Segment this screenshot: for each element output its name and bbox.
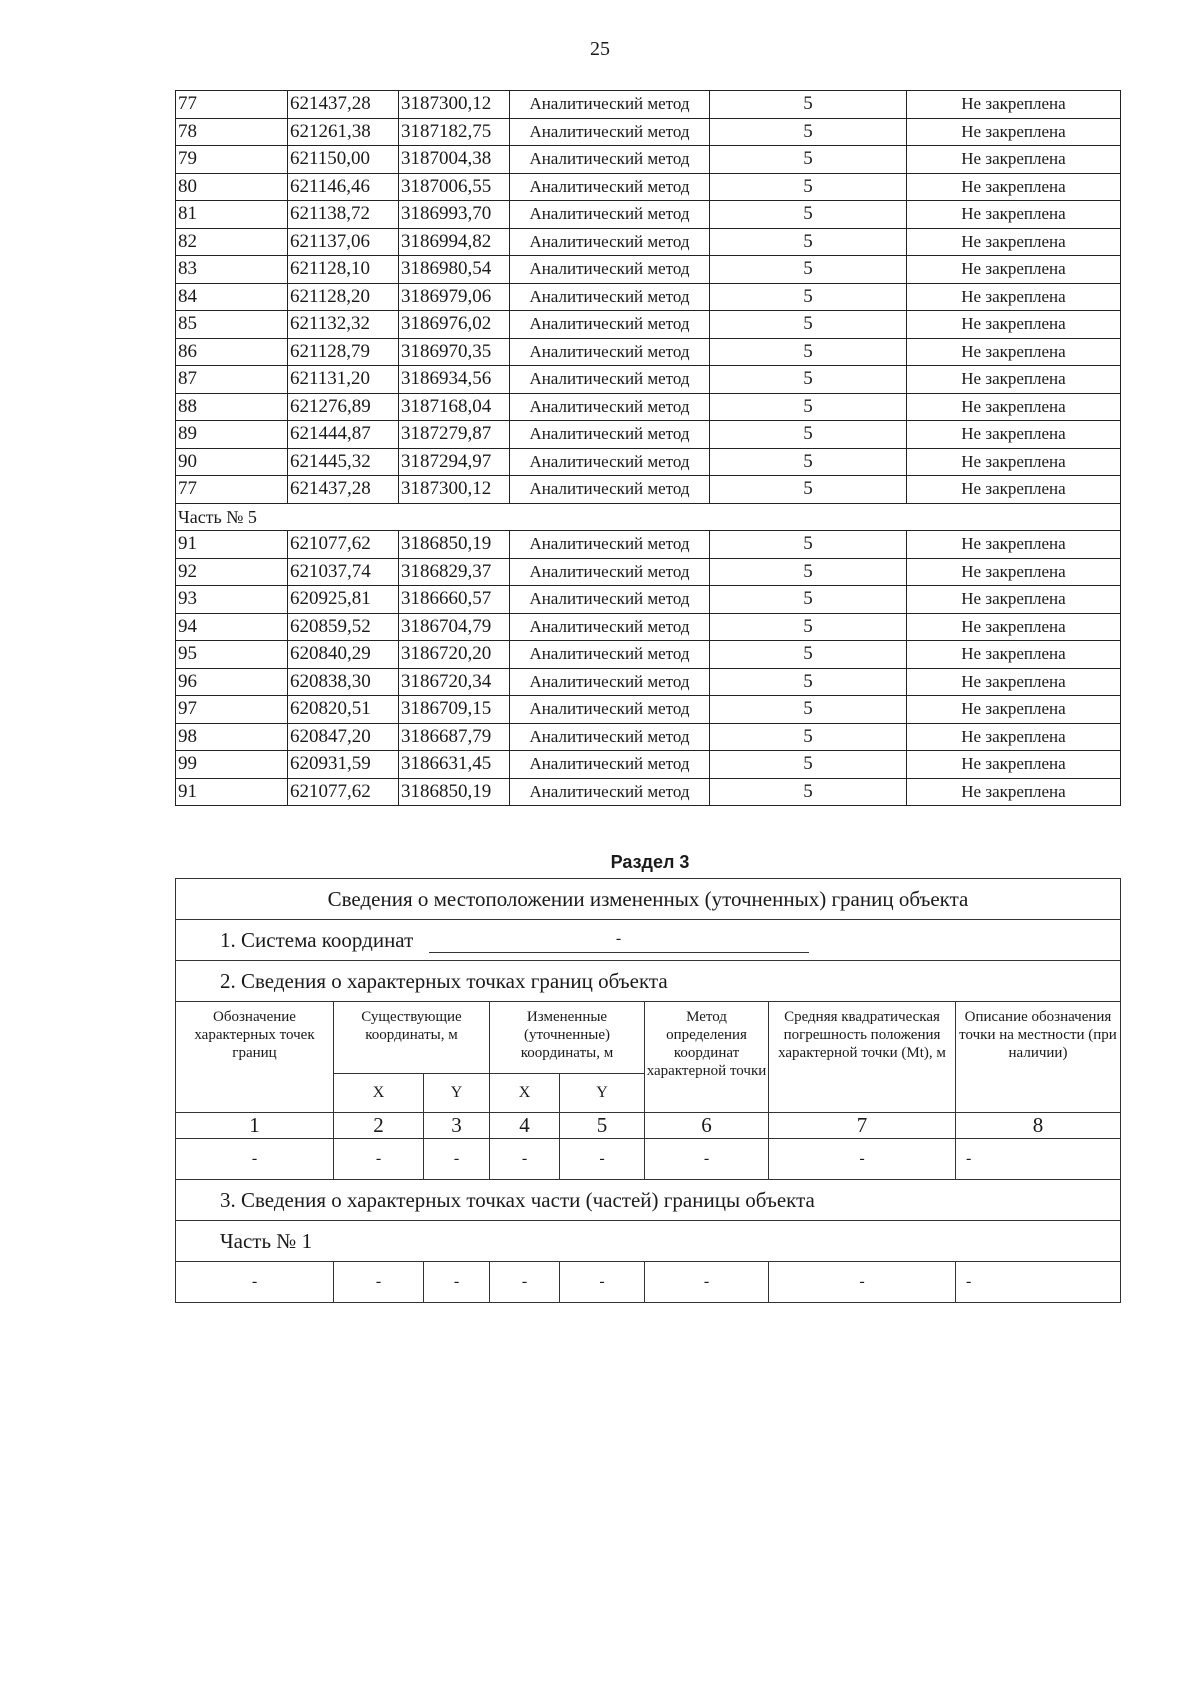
x-coordinate-cell: 620859,52 <box>288 613 399 641</box>
table-row <box>176 311 1121 339</box>
table-row <box>176 558 1121 586</box>
point-number-cell: 98 <box>176 723 288 751</box>
header-existing-x: X <box>334 1074 424 1113</box>
parts-cell: - <box>176 1262 334 1303</box>
points-cell: - <box>424 1139 490 1180</box>
table-row <box>176 256 1121 284</box>
description-cell: Не закреплена <box>907 311 1121 339</box>
points-heading: 2. Сведения о характерных точках границ объекта <box>176 961 1121 1002</box>
x-coordinate-cell: 620840,29 <box>288 641 399 669</box>
y-coordinate-cell: 3186850,19 <box>399 778 510 806</box>
method-cell: Аналитический метод <box>510 586 710 614</box>
x-coordinate-cell: 621445,32 <box>288 448 399 476</box>
description-cell: Не закреплена <box>907 696 1121 724</box>
x-coordinate-cell: 621128,79 <box>288 338 399 366</box>
column-number: 2 <box>334 1113 424 1139</box>
x-coordinate-cell: 621132,32 <box>288 311 399 339</box>
coordinates-table <box>175 90 1121 806</box>
y-coordinate-cell: 3186993,70 <box>399 201 510 229</box>
method-cell: Аналитический метод <box>510 146 710 174</box>
accuracy-cell: 5 <box>710 256 907 284</box>
x-coordinate-cell: 621037,74 <box>288 558 399 586</box>
x-coordinate-cell: 621261,38 <box>288 118 399 146</box>
table-row <box>176 531 1121 559</box>
table-row <box>176 201 1121 229</box>
x-coordinate-cell: 620820,51 <box>288 696 399 724</box>
method-cell: Аналитический метод <box>510 173 710 201</box>
accuracy-cell: 5 <box>710 751 907 779</box>
header-accuracy: Средняя квадратическая погрешность положения характерной точки (Mt), м <box>769 1002 956 1113</box>
x-coordinate-cell: 620847,20 <box>288 723 399 751</box>
accuracy-cell: 5 <box>710 613 907 641</box>
point-number-cell: 91 <box>176 778 288 806</box>
point-number-cell: 89 <box>176 421 288 449</box>
header-changed-x: X <box>490 1074 560 1113</box>
page-number: 25 <box>590 38 610 60</box>
accuracy-cell: 5 <box>710 723 907 751</box>
y-coordinate-cell: 3187168,04 <box>399 393 510 421</box>
table-row <box>176 146 1121 174</box>
y-coordinate-cell: 3187006,55 <box>399 173 510 201</box>
point-number-cell: 81 <box>176 201 288 229</box>
parts-cell: - <box>769 1262 956 1303</box>
y-coordinate-cell: 3186720,20 <box>399 641 510 669</box>
description-cell: Не закреплена <box>907 228 1121 256</box>
description-cell: Не закреплена <box>907 668 1121 696</box>
point-number-cell: 95 <box>176 641 288 669</box>
accuracy-cell: 5 <box>710 641 907 669</box>
accuracy-cell: 5 <box>710 283 907 311</box>
description-cell: Не закреплена <box>907 558 1121 586</box>
method-cell: Аналитический метод <box>510 91 710 119</box>
method-cell: Аналитический метод <box>510 668 710 696</box>
method-cell: Аналитический метод <box>510 283 710 311</box>
accuracy-cell: 5 <box>710 476 907 504</box>
description-cell: Не закреплена <box>907 91 1121 119</box>
description-cell: Не закреплена <box>907 641 1121 669</box>
table-row <box>176 476 1121 504</box>
table-row <box>176 338 1121 366</box>
point-number-cell: 90 <box>176 448 288 476</box>
y-coordinate-cell: 3186980,54 <box>399 256 510 284</box>
y-coordinate-cell: 3186934,56 <box>399 366 510 394</box>
y-coordinate-cell: 3186660,57 <box>399 586 510 614</box>
description-cell: Не закреплена <box>907 613 1121 641</box>
accuracy-cell: 5 <box>710 311 907 339</box>
x-coordinate-cell: 621444,87 <box>288 421 399 449</box>
point-number-cell: 97 <box>176 696 288 724</box>
accuracy-cell: 5 <box>710 558 907 586</box>
table-row <box>176 393 1121 421</box>
method-cell: Аналитический метод <box>510 311 710 339</box>
point-number-cell: 85 <box>176 311 288 339</box>
x-coordinate-cell: 620838,30 <box>288 668 399 696</box>
y-coordinate-cell: 3186709,15 <box>399 696 510 724</box>
header-description: Описание обозначения точки на местности (при наличии) <box>956 1002 1121 1113</box>
description-cell: Не закреплена <box>907 448 1121 476</box>
x-coordinate-cell: 621276,89 <box>288 393 399 421</box>
points-cell: - <box>334 1139 424 1180</box>
y-coordinate-cell: 3186976,02 <box>399 311 510 339</box>
y-coordinate-cell: 3187004,38 <box>399 146 510 174</box>
method-cell: Аналитический метод <box>510 118 710 146</box>
x-coordinate-cell: 621131,20 <box>288 366 399 394</box>
accuracy-cell: 5 <box>710 531 907 559</box>
x-coordinate-cell: 621128,10 <box>288 256 399 284</box>
coordinate-system-row <box>176 920 1121 961</box>
description-cell: Не закреплена <box>907 586 1121 614</box>
description-cell: Не закреплена <box>907 201 1121 229</box>
accuracy-cell: 5 <box>710 448 907 476</box>
description-cell: Не закреплена <box>907 476 1121 504</box>
accuracy-cell: 5 <box>710 668 907 696</box>
x-coordinate-cell: 620931,59 <box>288 751 399 779</box>
description-cell: Не закреплена <box>907 283 1121 311</box>
x-coordinate-cell: 621146,46 <box>288 173 399 201</box>
points-cell: - <box>956 1139 1121 1180</box>
description-cell: Не закреплена <box>907 146 1121 174</box>
point-number-cell: 84 <box>176 283 288 311</box>
point-number-cell: 79 <box>176 146 288 174</box>
point-number-cell: 96 <box>176 668 288 696</box>
description-cell: Не закреплена <box>907 723 1121 751</box>
description-cell: Не закреплена <box>907 256 1121 284</box>
accuracy-cell: 5 <box>710 586 907 614</box>
description-cell: Не закреплена <box>907 421 1121 449</box>
y-coordinate-cell: 3187300,12 <box>399 476 510 504</box>
accuracy-cell: 5 <box>710 778 907 806</box>
part-label: Часть № 5 <box>176 503 1121 531</box>
x-coordinate-cell: 621138,72 <box>288 201 399 229</box>
method-cell: Аналитический метод <box>510 393 710 421</box>
column-number: 6 <box>645 1113 769 1139</box>
accuracy-cell: 5 <box>710 228 907 256</box>
parts-heading: 3. Сведения о характерных точках части (частей) границы объекта <box>176 1180 1121 1221</box>
point-number-cell: 77 <box>176 476 288 504</box>
accuracy-cell: 5 <box>710 173 907 201</box>
section-heading: Сведения о местоположении измененных (уточненных) границ объекта <box>176 879 1121 920</box>
method-cell: Аналитический метод <box>510 558 710 586</box>
point-number-cell: 80 <box>176 173 288 201</box>
point-number-cell: 82 <box>176 228 288 256</box>
y-coordinate-cell: 3186704,79 <box>399 613 510 641</box>
column-number: 5 <box>560 1113 645 1139</box>
part-row <box>176 503 1121 531</box>
method-cell: Аналитический метод <box>510 723 710 751</box>
coordinate-system-value: - <box>429 930 809 953</box>
method-cell: Аналитический метод <box>510 778 710 806</box>
table-row <box>176 696 1121 724</box>
y-coordinate-cell: 3187300,12 <box>399 91 510 119</box>
description-cell: Не закреплена <box>907 751 1121 779</box>
point-number-cell: 94 <box>176 613 288 641</box>
point-number-cell: 93 <box>176 586 288 614</box>
table-row <box>176 91 1121 119</box>
y-coordinate-cell: 3186970,35 <box>399 338 510 366</box>
table-row <box>176 118 1121 146</box>
column-number: 8 <box>956 1113 1121 1139</box>
section-title: Раздел 3 <box>610 852 690 872</box>
point-number-cell: 92 <box>176 558 288 586</box>
description-cell: Не закреплена <box>907 173 1121 201</box>
points-cell: - <box>645 1139 769 1180</box>
method-cell: Аналитический метод <box>510 448 710 476</box>
method-cell: Аналитический метод <box>510 338 710 366</box>
table-row <box>176 668 1121 696</box>
header-existing-y: Y <box>424 1074 490 1113</box>
method-cell: Аналитический метод <box>510 228 710 256</box>
points-cell: - <box>490 1139 560 1180</box>
point-number-cell: 91 <box>176 531 288 559</box>
method-cell: Аналитический метод <box>510 476 710 504</box>
part-label: Часть № 1 <box>176 1221 1121 1262</box>
table-row <box>176 751 1121 779</box>
x-coordinate-cell: 621077,62 <box>288 778 399 806</box>
table-row <box>176 613 1121 641</box>
point-number-cell: 78 <box>176 118 288 146</box>
table-row <box>176 641 1121 669</box>
x-coordinate-cell: 621437,28 <box>288 91 399 119</box>
table-row <box>176 283 1121 311</box>
header-designation: Обозначение характерных точек границ <box>176 1002 334 1113</box>
description-cell: Не закреплена <box>907 118 1121 146</box>
point-number-cell: 88 <box>176 393 288 421</box>
column-number: 3 <box>424 1113 490 1139</box>
parts-cell: - <box>424 1262 490 1303</box>
header-method: Метод определения координат характерной точки <box>645 1002 769 1113</box>
header-changed-y: Y <box>560 1074 645 1113</box>
accuracy-cell: 5 <box>710 338 907 366</box>
table-row <box>176 723 1121 751</box>
y-coordinate-cell: 3187279,87 <box>399 421 510 449</box>
accuracy-cell: 5 <box>710 393 907 421</box>
method-cell: Аналитический метод <box>510 256 710 284</box>
parts-cell: - <box>334 1262 424 1303</box>
x-coordinate-cell: 621128,20 <box>288 283 399 311</box>
description-cell: Не закреплена <box>907 531 1121 559</box>
method-cell: Аналитический метод <box>510 421 710 449</box>
parts-cell: - <box>645 1262 769 1303</box>
method-cell: Аналитический метод <box>510 531 710 559</box>
description-cell: Не закреплена <box>907 778 1121 806</box>
point-number-cell: 77 <box>176 91 288 119</box>
accuracy-cell: 5 <box>710 118 907 146</box>
column-number: 7 <box>769 1113 956 1139</box>
section-3-table <box>175 878 1121 1303</box>
y-coordinate-cell: 3186979,06 <box>399 283 510 311</box>
x-coordinate-cell: 621150,00 <box>288 146 399 174</box>
points-cell: - <box>560 1139 645 1180</box>
table-row <box>176 448 1121 476</box>
description-cell: Не закреплена <box>907 366 1121 394</box>
y-coordinate-cell: 3186994,82 <box>399 228 510 256</box>
table-row <box>176 173 1121 201</box>
y-coordinate-cell: 3187294,97 <box>399 448 510 476</box>
points-cell: - <box>769 1139 956 1180</box>
accuracy-cell: 5 <box>710 366 907 394</box>
accuracy-cell: 5 <box>710 201 907 229</box>
description-cell: Не закреплена <box>907 393 1121 421</box>
table-row <box>176 421 1121 449</box>
method-cell: Аналитический метод <box>510 613 710 641</box>
coordinate-system-label: 1. Система координат <box>220 927 414 952</box>
x-coordinate-cell: 621137,06 <box>288 228 399 256</box>
parts-cell: - <box>956 1262 1121 1303</box>
point-number-cell: 86 <box>176 338 288 366</box>
header-changed-coords: Измененные (уточненные) координаты, м <box>490 1002 645 1074</box>
description-cell: Не закреплена <box>907 338 1121 366</box>
point-number-cell: 99 <box>176 751 288 779</box>
table-row <box>176 228 1121 256</box>
x-coordinate-cell: 620925,81 <box>288 586 399 614</box>
parts-cell: - <box>490 1262 560 1303</box>
points-cell: - <box>176 1139 334 1180</box>
accuracy-cell: 5 <box>710 421 907 449</box>
y-coordinate-cell: 3187182,75 <box>399 118 510 146</box>
method-cell: Аналитический метод <box>510 366 710 394</box>
method-cell: Аналитический метод <box>510 641 710 669</box>
y-coordinate-cell: 3186829,37 <box>399 558 510 586</box>
point-number-cell: 83 <box>176 256 288 284</box>
y-coordinate-cell: 3186687,79 <box>399 723 510 751</box>
method-cell: Аналитический метод <box>510 201 710 229</box>
method-cell: Аналитический метод <box>510 696 710 724</box>
y-coordinate-cell: 3186850,19 <box>399 531 510 559</box>
accuracy-cell: 5 <box>710 696 907 724</box>
column-number: 1 <box>176 1113 334 1139</box>
method-cell: Аналитический метод <box>510 751 710 779</box>
x-coordinate-cell: 621437,28 <box>288 476 399 504</box>
table-row <box>176 778 1121 806</box>
table-row <box>176 366 1121 394</box>
header-existing-coords: Существующие координаты, м <box>334 1002 490 1074</box>
table-row <box>176 586 1121 614</box>
column-number: 4 <box>490 1113 560 1139</box>
y-coordinate-cell: 3186631,45 <box>399 751 510 779</box>
accuracy-cell: 5 <box>710 91 907 119</box>
y-coordinate-cell: 3186720,34 <box>399 668 510 696</box>
parts-cell: - <box>560 1262 645 1303</box>
point-number-cell: 87 <box>176 366 288 394</box>
accuracy-cell: 5 <box>710 146 907 174</box>
x-coordinate-cell: 621077,62 <box>288 531 399 559</box>
